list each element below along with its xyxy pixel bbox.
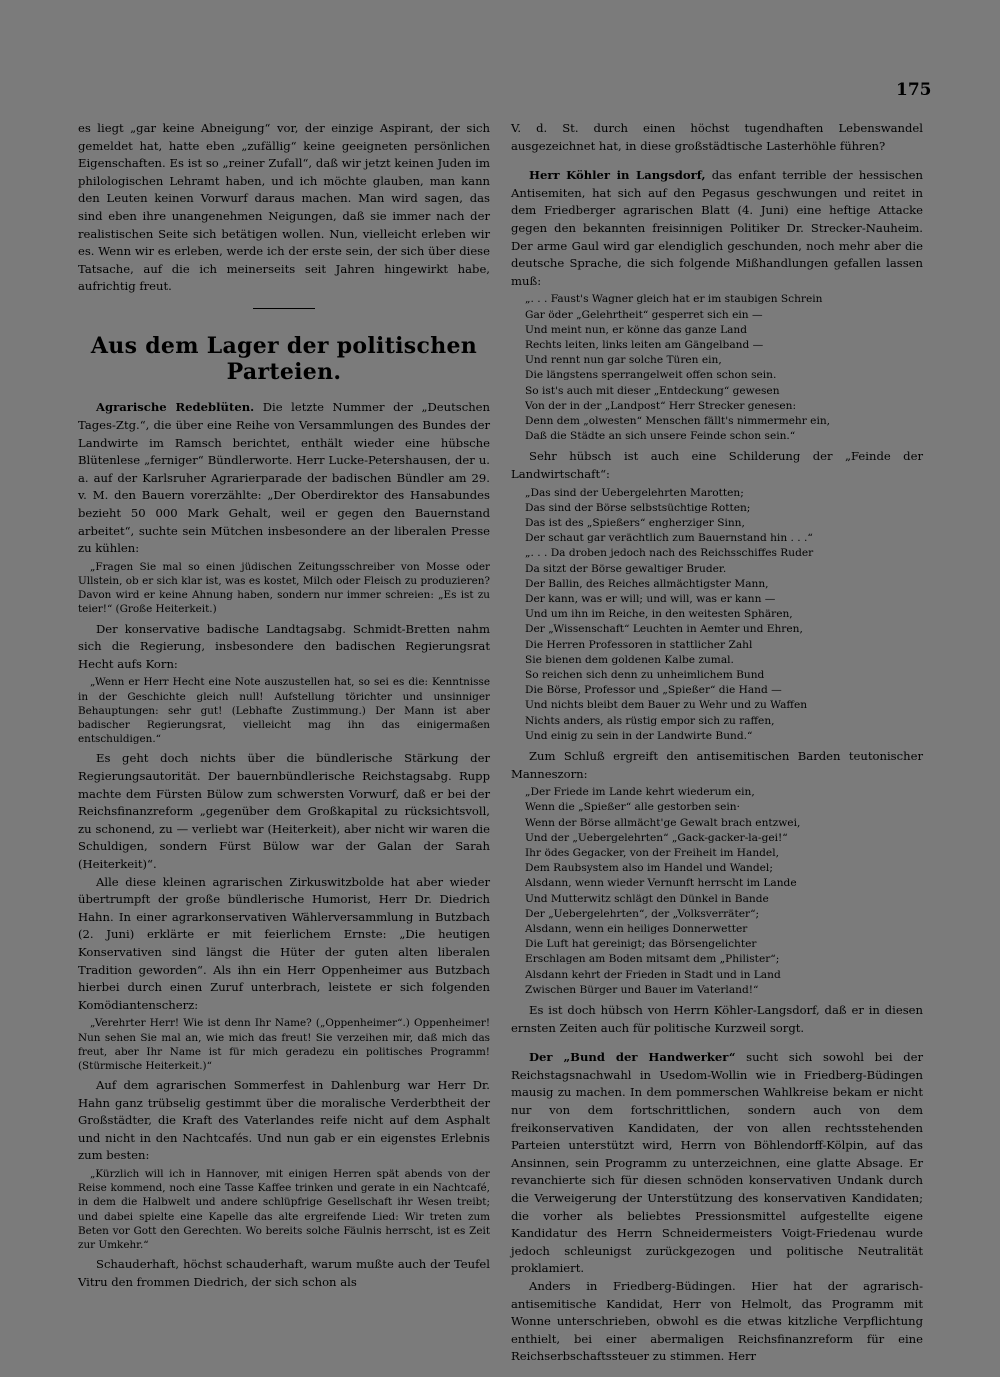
- poem-excerpt: [525, 486, 923, 744]
- article-paragraph: Es geht doch nichts über die bündlerische Stärkung der Regierungsautorität. Der bauernbündlerische Reichstagsabg. Rupp machte dem Fürsten Bülow zum schwersten Vorwurf, daß er bei der Reichsfinanzreform „gegenüber dem Großkapital zu rücksichtsvoll, zu schonend, zu — verliebt war (Heiterkeit), aber nicht wir waren die Schuldigen, sondern Fürst Bülow war der Galan der Sarah (Heiterkeit)“.: [78, 751, 490, 871]
- verse-line: Und um ihn im Reiche, in den weitesten Sphären,: [525, 608, 793, 621]
- section-title: Aus dem Lager der politischen Parteien.: [90, 333, 478, 386]
- verse-line: Der Ballin, des Reiches allmächtigster Mann,: [525, 577, 769, 590]
- verse-line: Das sind der Börse selbstsüchtige Rotten;: [525, 501, 751, 514]
- verse-line: Und der „Uebergelehrten“ „Gack-gacker-la-gei!“: [525, 831, 788, 844]
- verse-line: Da sitzt der Börse gewaltiger Bruder.: [525, 562, 727, 575]
- verse-line: Nichts anders, als rüstig empor sich zu raffen,: [525, 714, 775, 727]
- article-paragraph: Der konservative badische Landtagsabg. Schmidt-Bretten nahm sich die Regierung, insbesondere den badischen Regierungsrat Hecht aufs Korn:: [78, 621, 490, 671]
- verse-line: Und meint nun, er könne das ganze Land: [525, 323, 748, 336]
- verse-line: Der „Uebergelehrten“, der „Volksverräter“;: [525, 907, 760, 920]
- verse-line: Die Luft hat gereinigt; das Börsengelichter: [525, 938, 757, 951]
- article-text: Die letzte Nummer der „Deutschen Tages-Ztg.“, die über eine Reihe von Versammlungen des Bundes der Landwirte im Ramsch berichtet, enthält wieder eine hübsche Blütenlese „ferniger“ Bündlerworte. Herr Lucke-Petershausen, der u. a. auf der Karlsruher Agrarierparade der badischen Bündler am 29. v. M. den Bauern vorerzählte: „Der Oberdirektor des Hansabundes bezieht 50 000 Mark Gehalt, weil er gegen den Bauernstand arbeitet“, suchte sein Mütchen insbesondere an der liberalen Presse zu kühlen:: [78, 400, 491, 556]
- quote: „Verehrter Herr! Wie ist denn Ihr Name? („Oppenheimer“.) Oppenheimer! Nun sehen Sie mal an, wie mich das freut! Sie verzeihen mir, daß mich das freut, aber Ihr Name ist für mich geradezu ein politisches Programm! (Stürmische Heiterkeit.)“: [78, 1017, 490, 1072]
- continued-paragraph: V. d. St. durch einen höchst tugendhaften Lebenswandel ausgezeichnet hat, in diese großstädtische Lasterhöhle führen?: [511, 121, 923, 153]
- intro-paragraph: es liegt „gar keine Abneigung“ vor, der einzige Aspirant, der sich gemeldet hat, hatte eben „zufällig“ keine geeigneten persönlichen Eigenschaften. Es ist so „reiner Zufall“, daß wir jetzt keinen Juden im philologischen Lehramt haben, und ich möchte glauben, man kann den Leuten keinen Vorwurf daraus machen. Man wird sagen, das sind eben ihre unangenehmen Neigungen, daß sie immer nach der realistischen Seite sich betätigen wollen. Nun, vielleicht erleben wir es. Wenn wir es erleben, werde ich der erste sein, der sich über diese Tatsache, auf die ich meinerseits seit Jahren hingewirkt habe, aufrichtig freut.: [78, 121, 490, 294]
- verse-line: Denn dem „olwesten“ Menschen fällt's nimmermehr ein,: [525, 414, 831, 427]
- article-paragraph: [511, 1049, 923, 1278]
- verse-line: Alsdann, wenn ein heiliges Donnerwetter: [525, 923, 748, 936]
- verse-line: Ihr ödes Gegacker, von der Freiheit im Handel,: [525, 847, 779, 860]
- article-heading: Agrarische Redeblüten.: [96, 400, 255, 415]
- verse-line: „. . . Da droben jedoch nach des Reichsschiffes Ruder: [525, 547, 814, 560]
- article-paragraph: Auf dem agrarischen Sommerfest in Dahlenburg war Herr Dr. Hahn ganz trübselig gestimmt über die moralische Verderbtheit der Großstädter, die Kraft des Vaterlandes reife nicht auf dem Asphalt und nicht in den Nachtcafés. Und nun gab er ein eigenstes Erlebnis zum besten:: [78, 1078, 490, 1163]
- quote: „Fragen Sie mal so einen jüdischen Zeitungsschreiber von Mosse oder Ullstein, ob er sich klar ist, was es kostet, Milch oder Fleisch zu produzieren? Davon wird er keine Ahnung haben, sondern nur immer schreien: „Es ist zu teier!“ (Große Heiterkeit.): [78, 560, 490, 616]
- verse-line: Sie bienen dem goldenen Kalbe zumal.: [525, 653, 734, 666]
- article-paragraph: Anders in Friedberg-Büdingen. Hier hat der agrarisch-antisemitische Kandidat, Herr von Helmolt, das Programm mit Wonne unterschrieben, obwohl es die etwas kitzliche Verpflichtung enthielt, bei einer abermaligen Reichsfinanzreform für eine Reichserbschaftssteuer zu stimmen. Herr: [511, 1278, 923, 1364]
- article-paragraph: [78, 399, 490, 557]
- verse-line: Der „Wissenschaft“ Leuchten in Aemter und Ehren,: [525, 623, 803, 636]
- verse-line: Alsdann, wenn wieder Vernunft herrscht im Lande: [525, 877, 797, 890]
- verse-line: Dem Raubsystem also im Handel und Wandel;: [525, 862, 773, 875]
- poem-excerpt: [525, 785, 923, 998]
- quote: „Wenn er Herr Hecht eine Note auszustellen hat, so sei es die: Kenntnisse in der Geschichte gleich null! Aufstellung törichter und unsinniger Behauptungen: sehr gut! (Lebhafte Zustimmung.) Der Mann ist aber badischer Regierungsrat, vielleicht mag ihn das einigermaßen entschuldigen.“: [78, 676, 490, 746]
- article-text: das enfant terrible der hessischen Antisemiten, hat sich auf den Pegasus geschwungen und reitet in dem Friedberger agrarischen Blatt (4. Juni) eine heftige Attacke gegen den bekannten freisinnigen Politiker Dr. Strecker-Nauheim. Der arme Gaul wird gar elendiglich geschunden, noch mehr aber die deutsche Sprache, die sich folgende Mißhandlungen gefallen lassen muß:: [511, 168, 923, 288]
- verse-line: Der schaut gar verächtlich zum Bauernstand hin . . .“: [525, 532, 813, 545]
- verse-line: Alsdann kehrt der Frieden in Stadt und in Land: [525, 968, 781, 981]
- verse-line: Der kann, was er will; und will, was er kann —: [525, 592, 776, 605]
- section-divider: [253, 308, 315, 310]
- article-paragraph: Alle diese kleinen agrarischen Zirkuswitzbolde hat aber wieder übertrumpft der große bündlerische Humorist, Herr Dr. Diedrich Hahn. In einer agrarkonservativen Wählerversammlung in Butzbach (2. Juni) erklärte er mit feierlichem Ernste: „Die heutigen Konservativen sind längst die Hüter der guten alten liberalen Tradition geworden“. Als ihn ein Herr Oppenheimer aus Butzbach hierbei durch einen Zuruf unterbrach, leistete er sich folgenden Komödiantenscherz:: [78, 874, 490, 1012]
- left-column: [78, 120, 490, 1291]
- article-paragraph: [511, 167, 923, 290]
- verse-line: Erschlagen am Boden mitsamt dem „Philister“;: [525, 953, 780, 966]
- article-heading: Herr Köhler in Langsdorf,: [529, 168, 706, 183]
- verse-line: Die längstens sperrangelweit offen schon sein.: [525, 369, 777, 382]
- article-paragraph: Zum Schluß ergreift den antisemitischen Barden teutonischer Manneszorn:: [511, 749, 923, 781]
- verse-line: Rechts leiten, links leiten am Gängelband —: [525, 338, 764, 351]
- article-paragraph: Es ist doch hübsch von Herrn Köhler-Langsdorf, daß er in diesen ernsten Zeiten auch für politische Kurzweil sorgt.: [511, 1003, 923, 1035]
- verse-line: Und rennt nun gar solche Türen ein,: [525, 354, 722, 367]
- verse-line: Und Mutterwitz schlägt den Dünkel in Bande: [525, 892, 769, 905]
- verse-line: Die Börse, Professor und „Spießer“ die Hand —: [525, 684, 782, 697]
- right-column: [511, 120, 923, 1366]
- quote: „Kürzlich will ich in Hannover, mit einigen Herren spät abends von der Reise kommend, noch eine Tasse Kaffee trinken und gerate in ein Nachtcafé, in dem die Halbwelt und andere schlüpfrige Gesellschaft ihr Wesen treibt; und dabei spielte eine Kapelle das alte ergreifende Lied: Wir treten zum Beten vor Gott den Gerechten. Wo bereits solche Fäulnis herrscht, ist es Zeit zur Umkehr.“: [78, 1168, 490, 1252]
- poem-excerpt: [525, 292, 923, 444]
- verse-line: „Der Friede im Lande kehrt wiederum ein,: [525, 786, 755, 799]
- article-paragraph: Schauderhaft, höchst schauderhaft, warum mußte auch der Teufel Vitru den frommen Diedrich, der sich schon als: [78, 1257, 490, 1289]
- article-paragraph: Sehr hübsch ist auch eine Schilderung der „Feinde der Landwirtschaft“:: [511, 449, 923, 481]
- verse-line: „. . . Faust's Wagner gleich hat er im staubigen Schrein: [525, 293, 823, 306]
- verse-line: Zwischen Bürger und Bauer im Vaterland!“: [525, 983, 759, 996]
- article-heading: Der „Bund der Handwerker“: [529, 1050, 736, 1065]
- page-number: 175: [896, 80, 932, 100]
- verse-line: Daß die Städte an sich unsere Feinde schon sein.“: [525, 430, 796, 443]
- verse-line: Und einig zu sein in der Landwirte Bund.“: [525, 729, 753, 742]
- verse-line: Die Herren Professoren in stattlicher Zahl: [525, 638, 753, 651]
- verse-line: Gar öder „Gelehrtheit“ gesperret sich ein —: [525, 308, 763, 321]
- verse-line: Von der in der „Landpost“ Herr Strecker genesen:: [525, 399, 797, 412]
- verse-line: Und nichts bleibt dem Bauer zu Wehr und zu Waffen: [525, 699, 808, 712]
- verse-line: Das ist des „Spießers“ engherziger Sinn,: [525, 516, 745, 529]
- verse-line: Wenn der Börse allmächt'ge Gewalt brach entzwei,: [525, 816, 801, 829]
- article-text: sucht sich sowohl bei der Reichstagsnachwahl in Usedom-Wollin wie in Friedberg-Büdingen mausig zu machen. In dem pommerschen Wahlkreise bekam er nicht nur von dem fortschrittlichen, sondern auch von dem freikonservativen Kandidaten, der von allen rechtsstehenden Parteien unterstützt wird, Herrn von Böhlendorff-Kölpin, auf das Ansinnen, sein Programm zu unterzeichnen, eine glatte Absage. Er revanchierte sich für diesen schnöden konservativen Undank durch die Verweigerung der Unterstützung des konservativen Kandidaten; die vorher als beliebtes Pressionsmittel aufgestellte eigene Kandidatur des Herrn Schneidermeisters Voigt-Friedenau wurde jedoch schleunigst zurückgezogen und politische Neutralität proklamiert.: [511, 1050, 924, 1276]
- verse-line: So ist's auch mit dieser „Entdeckung“ gewesen: [525, 384, 780, 397]
- verse-line: Wenn die „Spießer“ alle gestorben sein·: [525, 801, 740, 814]
- verse-line: „Das sind der Uebergelehrten Marotten;: [525, 486, 744, 499]
- verse-line: So reichen sich denn zu unheimlichem Bund: [525, 669, 765, 681]
